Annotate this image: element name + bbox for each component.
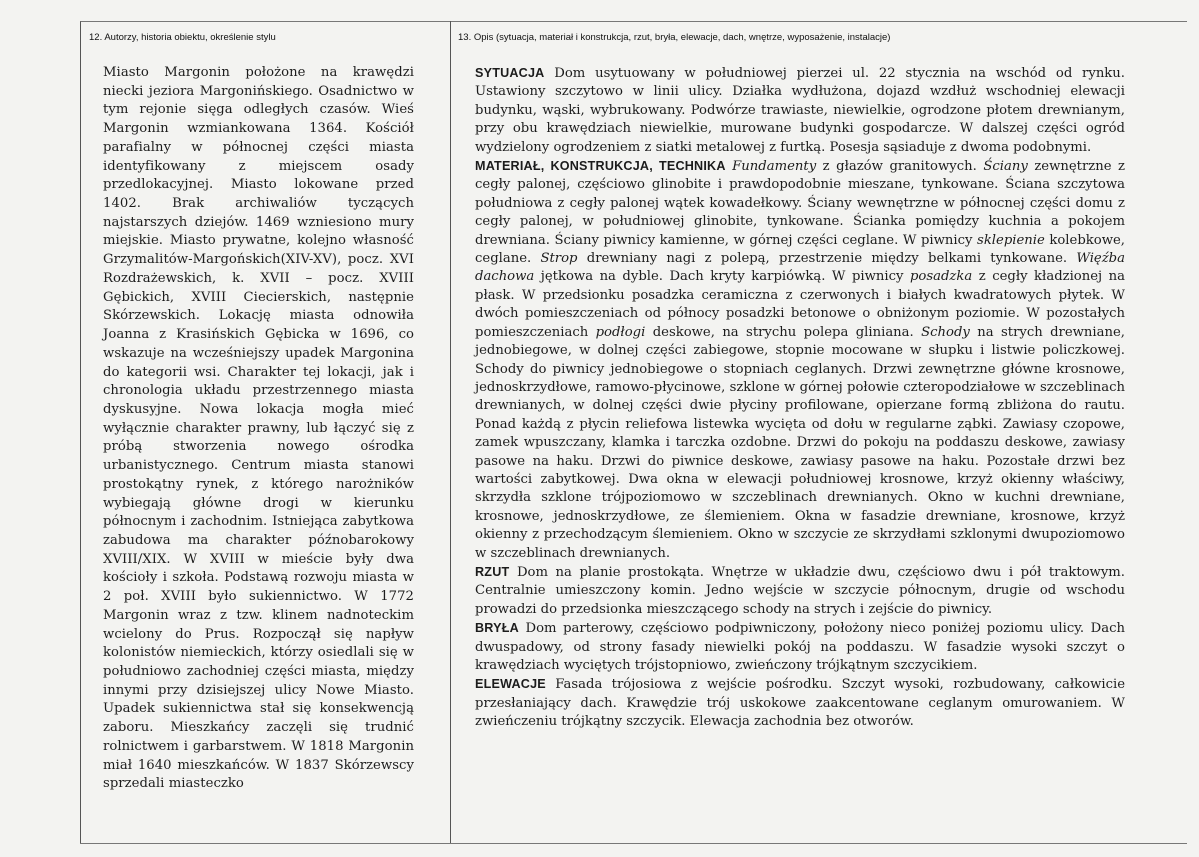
material-text-7: deskowe, na strychu polepa gliniana. <box>645 324 922 340</box>
sytuacja-paragraph <box>475 64 1125 157</box>
rzut-paragraph <box>475 563 1125 619</box>
fundamenty-term: Fundamenty <box>732 159 817 175</box>
strop-term: Strop <box>540 251 578 267</box>
sklepienie-term: sklepienie <box>977 232 1045 248</box>
bryla-paragraph <box>475 619 1125 675</box>
rzut-text: Dom na planie prostokąta. Wnętrze w układzie dwu, częściowo dwu i pół traktowym. Centralnie umieszczony komin. Jedno wejście w szczycie północnym, drugie od wschodu prowadzi do przedsionka mieszczącego schody na strych i zejście do piwnicy. <box>475 564 1125 617</box>
wiezba-term: Więźba dachowa <box>475 251 1125 285</box>
rzut-label: RZUT <box>475 564 510 579</box>
material-label: MATERIAŁ, KONSTRUKCJA, TECHNIKA <box>475 159 726 174</box>
column-divider <box>450 21 451 843</box>
material-text-2: zewnętrzne z cegły palonej, częściowo glinobite i prawdopodobnie mieszane, tynkowane. Ściana szczytowa południowa z cegły palonej wątek kowadełkowy. Ściany wewnętrzne w północnej części domu z cegły palonej, w południowej glinobite, tynkowane. Ścianka pomiędzy kuchnia a pokojem drewniana. Ściany piwnicy kamienne, w górnej części ceglane. W piwnicy <box>475 159 1125 248</box>
material-text-5: jętkowa na dyble. Dach kryty karpiówką. W piwnicy <box>534 269 910 285</box>
section-12-header: 12. Autorzy, historia obiektu, określenie stylu <box>89 32 276 43</box>
bottom-rule <box>80 843 1187 844</box>
material-text-6: z cegły kładzionej na płask. W przedsionku posadzka ceramiczna z czerwonych i białych kwadratowych płytek. W dwóch pomieszczeniach od północy posadzki betonowe o obniżonym poziomie. W pozostałych pomieszczeniach <box>475 269 1125 340</box>
posadzka-term: posadzka <box>909 269 973 285</box>
elewacje-text: Fasada trójosiowa z wejście pośrodku. Szczyt wysoki, rozbudowany, całkowicie przesłaniający dach. Krawędzie trój uskokowe zaakcentowane ceglanym omurowaniem. W zwieńczeniu trójkątny szczycik. Elewacja zachodnia bez otworów. <box>475 677 1125 730</box>
section-13-header: 13. Opis (sytuacja, materiał i konstrukcja, rzut, bryła, elewacje, dach, wnętrze, wyposażenie, instalacje) <box>458 32 891 43</box>
bryla-text: Dom parterowy, częściowo podpiwniczony, położony nieco poniżej poziomu ulicy. Dach dwuspadowy, od strony fasady niewielki pokój na poddaszu. W fasadzie wysoki szczyt o krawędziach wyciętych trójstopniowo, zwieńczony trójkątnym szczycikiem. <box>475 621 1125 673</box>
material-text-4: drewniany nagi z polepą, przestrzenie między belkami tynkowane. <box>577 251 1077 267</box>
sciany-term: Ściany <box>983 159 1028 175</box>
material-text-8: na strych drewniane, jednobiegowe, w dolnej części zabiegowe, stopnie mocowane w słupku i listwie policzkowej. Schody do piwnicy jednobiegowe o stopniach ceglanych. Drzwi zewnętrzne główne krosnowe, jednoskrzydłowe, ramowo-płycinowe, szklone w górnej połowie czteropodziałowe w szczeblinach drewnianych, w dolnej części dwie płyciny profilowane, opierzane formą zbliżona do rautu. Ponad każdą z płycin reliefowa listewka wycięta od dołu w regularne ząbki. Zawiasy czopowe, zamek wpuszczany, klamka i tarczka ozdobne. Drzwi do pokoju na poddaszu deskowe, zawiasy pasowe na haku. Drzwi do piwnice deskowe, zawiasy pasowe na haku. Pozostałe drzwi bez wartości zabytkowej. Dwa okna w elewacji południowej krosnowe, krzyż okienny właściwy, skrzydła szklone trójpoziomowo w szczeblinach drewnianych. Okno w kuchni drewniane, krosnowe, jednoskrzydłowe, ze ślemieniem. Okna w fasadzie drewniane, krosnowe, krzyż okienny z przechodzącym ślemieniem. Okno w szczycie ze skrzydłami szklonymi dwupoziomowo w szczeblinach drewnianych. <box>475 324 1125 561</box>
elewacje-label: ELEWACJE <box>475 677 546 692</box>
sytuacja-text: Dom usytuowany w południowej pierzei ul. 22 stycznia na wschód od rynku. Ustawiony szczytowo w linii ulicy. Działka wydłużona, dojazd wzdłuż wschodniej elewacji budynku, wąski, wybrukowany. Podwórze trawiaste, niewielkie, ogrodzone płotem drewnianym, przy obu krawędziach niewielkie, murowane budynki gospodarcze. W dalszej części ogród wydzielony ogrodzeniem z siatki metalowej z furtką. Posesja sąsiaduje z dwoma podobnymi. <box>475 66 1125 155</box>
description-text <box>475 64 1125 732</box>
history-text: Miasto Margonin położone na krawędzi niecki jeziora Margonińskiego. Osadnictwo w tym rejonie sięga odległych czasów. Wieś Margonin wzmiankowana 1364. Kościół parafialny w północnej części miasta identyfikowany z miejscem osady przedlokacyjnej. Miasto lokowane przed 1402. Brak archiwaliów tyczących najstarszych dziejów. 1469 wzniesiono mury miejskie. Miasto prywatne, kolejno własność Grzymalitów-Margońskich(XIV-XV), pocz. XVI Rozdrażewskich, k. XVII – pocz. XVIII Gębickich, XVIII Ciecierskich, następnie Skórzewskich. Lokację miasta odnowiła Joanna z Krasińskich Gębicka w 1696, co wskazuje na wcześniejszy upadek Margonina do kategorii wsi. Charakter tej lokacji, jak i chronologia układu przestrzennego miasta dyskusyjne. Nowa lokacja mogła mieć wyłącznie charakter prawny, lub łączyć się z próbą stworzenia nowego ośrodka urbanistycznego. Centrum miasta stanowi prostokątny rynek, z którego narożników wybiegają główne drogi w kierunku północnym i zachodnim. Istniejąca zabytkowa zabudowa ma charakter późnobarokowy XVIII/XIX. W XVIII w mieście były dwa kościoły i szkoła. Podstawą rozwoju miasta w 2 poł. XVIII było sukiennictwo. W 1772 Margonin wraz z tzw. klinem nadnoteckim wcielony do Prus. Rozpoczął się napływ kolonistów niemieckich, którzy osiedlali się w południowo zachodniej części miasta, między innymi przy dzisiejszej ulicy Nowe Miasto. Upadek sukiennictwa stał się konsekwencją zaboru. Mieszkańcy zaczęli się trudnić rolnictwem i garbarstwem. W 1818 Margonin miał 1640 mieszkańców. W 1837 Skórzewscy sprzedali miasteczko <box>103 65 414 792</box>
podlogi-term: podłogi <box>595 324 646 340</box>
bryla-label: BRYŁA <box>475 621 519 636</box>
material-text-3: kolebkowe, ceglane. <box>475 232 1125 267</box>
material-text-1: z głazów granitowych. <box>816 159 984 175</box>
schody-term: Schody <box>921 324 970 340</box>
material-paragraph <box>475 157 1125 563</box>
elewacje-paragraph <box>475 675 1125 731</box>
sytuacja-label: SYTUACJA <box>475 66 545 80</box>
